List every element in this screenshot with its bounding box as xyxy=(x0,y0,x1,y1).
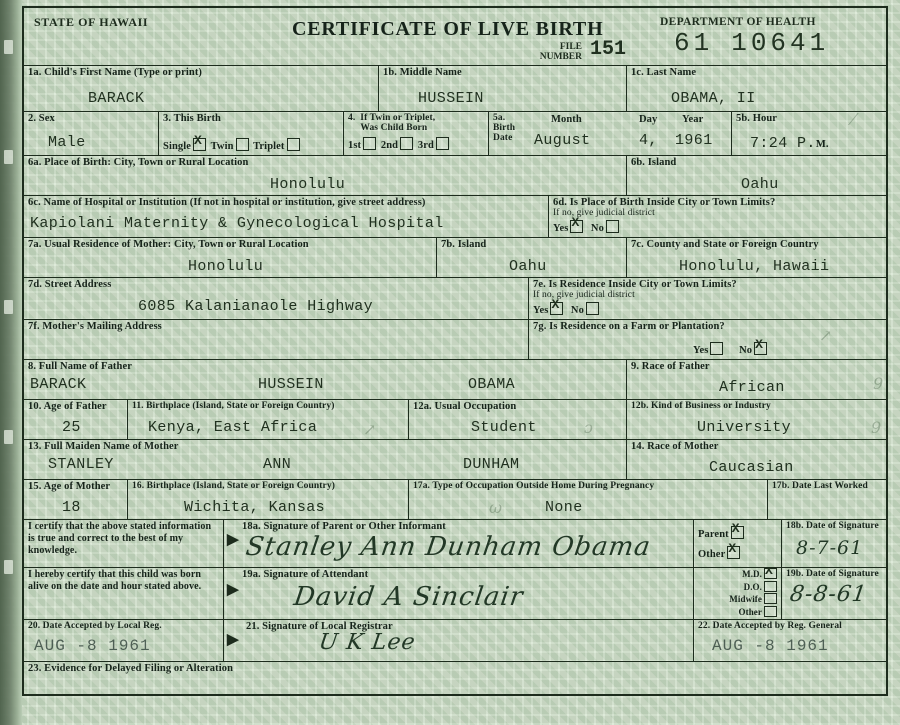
checkbox-1st[interactable] xyxy=(363,137,376,150)
field-5b-value: 7:24 P. xyxy=(750,135,816,152)
field-19-certify-text xyxy=(24,568,224,620)
field-4-twin-order xyxy=(344,112,489,156)
field-7c-value: Honolulu, Hawaii xyxy=(679,258,830,275)
month-label: Month xyxy=(551,114,582,125)
field-16-value: Wichita, Kansas xyxy=(184,499,326,516)
state-header: STATE OF HAWAII xyxy=(34,15,149,29)
field-1b-label: 1b. Middle Name xyxy=(383,67,462,78)
checkbox-7e-yes[interactable] xyxy=(550,302,563,315)
day-label: Day xyxy=(639,114,658,125)
option-twin-label: Twin xyxy=(210,141,234,152)
field-8-label: 8. Full Name of Father xyxy=(28,361,132,372)
field-17b-date-last-worked xyxy=(768,480,888,520)
checkbox-6d-yes[interactable] xyxy=(570,220,583,233)
field-20-label: 20. Date Accepted by Local Reg. xyxy=(28,621,162,631)
checkbox-other-informant[interactable] xyxy=(727,546,740,559)
field-22-value: AUG -8 1961 xyxy=(712,637,829,655)
field-15-age-of-mother xyxy=(24,480,128,520)
field-13-label: 13. Full Maiden Name of Mother xyxy=(28,441,179,452)
field-20-value: AUG -8 1961 xyxy=(34,637,151,655)
field-5b-suffix: M. xyxy=(815,139,829,150)
field-5b-hour: 5b. Hour 7:24 P.M. ⁄ xyxy=(732,112,888,156)
field-12a-occupation: 12a. Usual Occupation Student ɔ xyxy=(409,400,627,440)
field-18b-date-of-signature xyxy=(782,520,888,568)
field-19b-date-of-signature xyxy=(782,568,888,620)
field-10-label: 10. Age of Father xyxy=(28,401,107,412)
option-md-label: M.D. xyxy=(742,569,762,579)
field-6d-no-label: No xyxy=(590,223,604,234)
field-9-label: 9. Race of Father xyxy=(631,361,710,372)
field-18b-value: 8-7-61 xyxy=(796,537,864,559)
checkbox-single[interactable] xyxy=(193,138,206,151)
checkbox-7e-no[interactable] xyxy=(586,302,599,315)
field-13-first: STANLEY xyxy=(48,456,114,473)
checkbox-2nd[interactable] xyxy=(400,137,413,150)
checkbox-other-attendant[interactable] xyxy=(764,606,777,617)
arrow-icon-19a: ▶ xyxy=(227,582,239,598)
option-3rd-label: 3rd xyxy=(417,140,434,151)
field-23-label: 23. Evidence for Delayed Filing or Alteration xyxy=(28,663,234,674)
checkbox-7g-yes[interactable] xyxy=(710,342,723,355)
field-21-signature: U K Lee xyxy=(317,630,418,655)
certificate-sheet xyxy=(22,6,888,696)
field-6b-value: Oahu xyxy=(741,176,779,193)
field-2-label: 2. Sex xyxy=(28,113,55,124)
field-6d-inside-limits xyxy=(549,196,888,238)
checkbox-md[interactable] xyxy=(764,568,777,579)
field-17a-occupation-pregnancy: 17a. Type of Occupation Outside Home During Pregnancy None ω xyxy=(409,480,768,520)
field-19b-value: 8-8-61 xyxy=(788,582,869,607)
field-14-race-of-mother xyxy=(627,440,888,480)
field-18b-label: 18b. Date of Signature xyxy=(786,521,879,531)
field-18-parent-other xyxy=(694,520,782,568)
scanner-edge xyxy=(0,0,22,725)
field-7c-county-state xyxy=(627,238,888,278)
field-1c-value: OBAMA, II xyxy=(671,90,756,107)
field-14-value: Caucasian xyxy=(709,459,794,476)
field-22-date-accepted-general xyxy=(694,620,888,662)
option-2nd-label: 2nd xyxy=(380,140,399,151)
field-5a-birth-date xyxy=(489,112,732,156)
field-13-last: DUNHAM xyxy=(463,456,520,473)
field-18a-certify-text: I certify that the above stated information is true and correct to the best of my knowledge. xyxy=(28,521,212,556)
field-18a-other-label: Other xyxy=(698,549,726,560)
field-18-certify-text xyxy=(24,520,224,568)
field-10-value: 25 xyxy=(62,419,81,436)
field-19b-label: 19b. Date of Signature xyxy=(786,569,879,579)
field-7a-value: Honolulu xyxy=(188,258,264,275)
checkbox-midwife[interactable] xyxy=(764,593,777,604)
field-7e-residence-limits xyxy=(529,278,888,320)
field-18a-signature-cell xyxy=(224,520,694,568)
field-6d-label: 6d. Is Place of Birth Inside City or Town Limits? xyxy=(553,197,776,208)
option-do-label: D.O. xyxy=(743,581,762,592)
option-triplet-label: Triplet xyxy=(253,141,285,152)
registration-number: 61 10641 xyxy=(674,28,830,58)
field-13-mother-maiden-name xyxy=(24,440,627,480)
field-18a-parent-label: Parent xyxy=(698,529,729,540)
field-21-label: 21. Signature of Local Registrar xyxy=(246,621,393,632)
field-6a-label: 6a. Place of Birth: City, Town or Rural Location xyxy=(28,157,249,168)
field-16-label: 16. Birthplace (Island, State or Foreign Country) xyxy=(132,481,335,491)
field-10-age-of-father xyxy=(24,400,128,440)
field-7b-island xyxy=(437,238,627,278)
field-21-local-registrar-signature xyxy=(224,620,694,662)
field-7g-farm: 7g. Is Residence on a Farm or Plantation? Yes NoX ↗ xyxy=(529,320,888,360)
field-7e-no-label: No xyxy=(570,305,584,316)
field-6c-hospital xyxy=(24,196,549,238)
field-11-label: 11. Birthplace (Island, State or Foreign Country) xyxy=(132,401,335,411)
year-label: Year xyxy=(682,114,704,125)
field-5a-label: 5a. Birth Date xyxy=(493,113,516,143)
field-7e-label: 7e. Is Residence Inside City or Town Limits? xyxy=(533,279,737,290)
field-18a-signature: Stanley Ann Dunham Obama xyxy=(243,532,653,562)
field-8-middle: HUSSEIN xyxy=(258,376,324,393)
option-midwife-label: Midwife xyxy=(729,594,762,604)
field-1b-value: HUSSEIN xyxy=(418,90,484,107)
field-19-attendant-type xyxy=(694,568,782,620)
field-7f-mailing-address xyxy=(24,320,529,360)
checkbox-twin[interactable] xyxy=(236,138,249,151)
field-7a-label: 7a. Usual Residence of Mother: City, Town or Rural Location xyxy=(28,239,309,250)
field-1b-middle-name xyxy=(379,66,627,112)
arrow-icon-18a: ▶ xyxy=(227,532,239,548)
department-header: DEPARTMENT OF HEALTH xyxy=(660,16,816,28)
field-11-value: Kenya, East Africa xyxy=(148,419,318,436)
checkbox-triplet[interactable] xyxy=(287,138,300,151)
arrow-icon-21: ▶ xyxy=(227,632,239,648)
field-6c-label: 6c. Name of Hospital or Institution (If not in hospital or institution, give street address) xyxy=(28,197,426,208)
header-band xyxy=(24,8,888,66)
field-15-value: 18 xyxy=(62,499,81,516)
field-16-mother-birthplace xyxy=(128,480,409,520)
field-1c-last-name xyxy=(627,66,888,112)
field-19a-certify-text: I hereby certify that this child was born alive on the date and hour stated above. xyxy=(28,569,202,592)
field-6b-island xyxy=(627,156,888,196)
field-12b-value: University xyxy=(697,419,792,436)
field-1c-label: 1c. Last Name xyxy=(631,67,697,78)
field-7a-mother-residence xyxy=(24,238,437,278)
field-19a-signature-cell xyxy=(224,568,694,620)
document-title: CERTIFICATE OF LIVE BIRTH xyxy=(292,18,604,40)
field-7b-value: Oahu xyxy=(509,258,547,275)
field-17a-label: 17a. Type of Occupation Outside Home During Pregnancy xyxy=(413,481,655,491)
field-7f-label: 7f. Mother's Mailing Address xyxy=(28,321,162,332)
checkbox-6d-no[interactable] xyxy=(606,220,619,233)
field-9-race-of-father: 9. Race of Father African 9 xyxy=(627,360,888,400)
option-1st-label: 1st xyxy=(348,140,362,151)
field-7g-yes-label: Yes xyxy=(693,345,709,356)
checkbox-do[interactable] xyxy=(764,581,777,592)
field-12a-value: Student xyxy=(471,419,537,436)
field-17b-label: 17b. Date Last Worked xyxy=(772,481,868,491)
field-6c-value: Kapiolani Maternity & Gynecological Hospital xyxy=(30,215,444,232)
field-7g-label: 7g. Is Residence on a Farm or Plantation? xyxy=(533,321,725,332)
field-2-sex xyxy=(24,112,159,156)
field-6d-yes-label: Yes xyxy=(553,223,569,234)
field-4-label: 4. If Twin or Triplet, Was Child Born xyxy=(348,113,436,133)
field-7d-street-address xyxy=(24,278,529,320)
field-2-value: Male xyxy=(48,134,86,151)
field-5b-label: 5b. Hour xyxy=(736,113,778,124)
field-7b-label: 7b. Island xyxy=(441,239,487,250)
field-3-this-birth xyxy=(159,112,344,156)
field-12a-label: 12a. Usual Occupation xyxy=(413,401,517,412)
field-7d-label: 7d. Street Address xyxy=(28,279,112,290)
field-17a-value: None xyxy=(545,499,583,516)
birth-day-value: 4, xyxy=(639,132,658,149)
birth-month-value: August xyxy=(534,132,591,149)
field-20-date-accepted-local xyxy=(24,620,224,662)
field-18a-label: 18a. Signature of Parent or Other Informant xyxy=(242,521,446,532)
field-1a-first-name xyxy=(24,66,379,112)
field-12b-business: 12b. Kind of Business or Industry University 9 xyxy=(627,400,888,440)
field-1a-value: BARACK xyxy=(88,90,145,107)
checkbox-parent[interactable] xyxy=(731,526,744,539)
field-23-evidence xyxy=(24,662,888,696)
field-3-label: 3. This Birth xyxy=(163,113,221,124)
field-8-father-name xyxy=(24,360,627,400)
field-15-label: 15. Age of Mother xyxy=(28,481,111,492)
field-1a-label: 1a. Child's First Name (Type or print) xyxy=(28,67,203,78)
option-other-attendant-label: Other xyxy=(738,606,762,617)
field-7e-sublabel: If no, give judicial district xyxy=(533,290,635,300)
birth-year-value: 1961 xyxy=(675,132,713,149)
field-7g-no-label: No xyxy=(739,345,753,356)
field-7e-yes-label: Yes xyxy=(533,305,549,316)
option-single-label: Single xyxy=(163,141,192,152)
field-12b-label: 12b. Kind of Business or Industry xyxy=(631,401,771,411)
field-9-value: African xyxy=(719,379,785,396)
file-number-label: FILE NUMBER xyxy=(539,42,582,62)
field-13-middle: ANN xyxy=(263,456,292,473)
field-8-last: OBAMA xyxy=(468,376,516,393)
field-19a-signature: David A Sinclair xyxy=(291,582,526,612)
field-6a-place-of-birth xyxy=(24,156,627,196)
field-14-label: 14. Race of Mother xyxy=(631,441,719,452)
field-6b-label: 6b. Island xyxy=(631,157,677,168)
file-number-value: 151 xyxy=(590,38,627,61)
field-7d-value: 6085 Kalanianaole Highway xyxy=(138,298,374,315)
field-6a-value: Honolulu xyxy=(270,176,346,193)
field-7c-label: 7c. County and State or Foreign Country xyxy=(631,239,819,250)
checkbox-7g-no[interactable] xyxy=(754,342,767,355)
field-22-label: 22. Date Accepted by Reg. General xyxy=(698,621,842,631)
checkbox-3rd[interactable] xyxy=(436,137,449,150)
field-11-father-birthplace: 11. Birthplace (Island, State or Foreign Country) Kenya, East Africa ↗ xyxy=(128,400,409,440)
field-8-first: BARACK xyxy=(30,376,87,393)
field-6d-sublabel: If no, give judicial district xyxy=(553,208,655,218)
field-19a-label: 19a. Signature of Attendant xyxy=(242,569,369,580)
